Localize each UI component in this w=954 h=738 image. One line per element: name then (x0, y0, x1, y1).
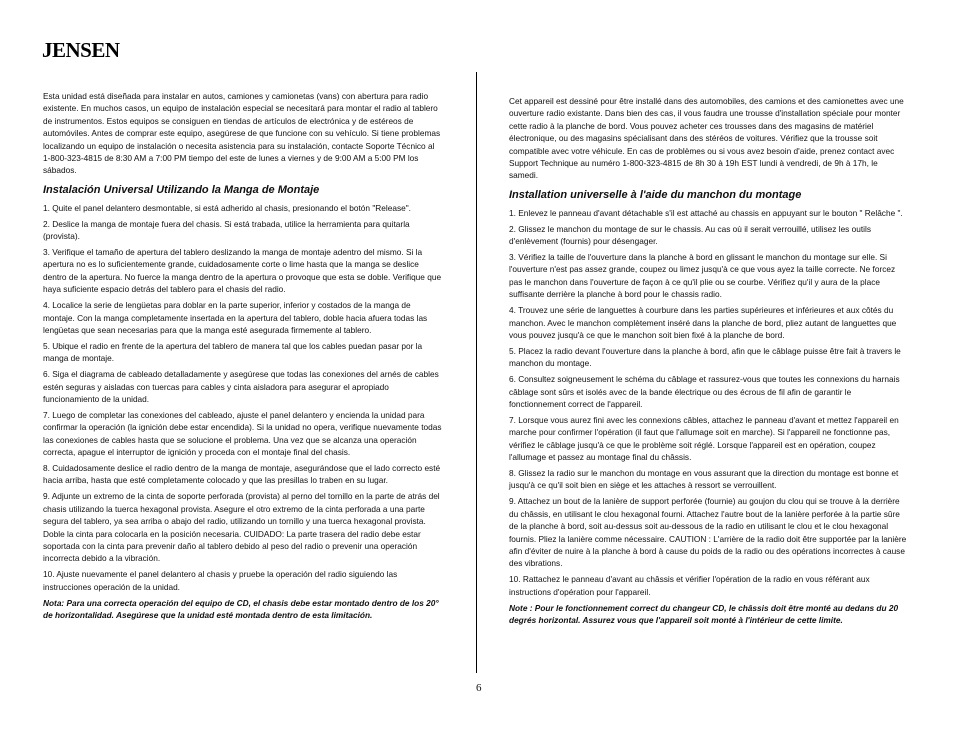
french-step: 7. Lorsque vous aurez fini avec les connexions câbles, attachez le panneau d'avant et mettez l'appareil en marche pour confirmer l'opération (il faut que l'allumage soit en marche). Si l'appareil ne fonctionne pas, vérifiez le câblage jusqu'à ce que le problème soit réglé. Lorsque l'appareil est en opération, coupez l'allumage et passez au montage final du châssis. (509, 414, 899, 463)
french-step: 10. Rattachez le panneau d'avant au châssis et vérifier l'opération de la radio en vous référant aux instructions d'opération pour l'appareil. (509, 574, 870, 597)
spanish-note: Nota: Para una correcta operación del equipo de CD, el chasis debe estar montado dentro de los 20° de horizontalidad. Asegúrese que la unidad esté montada dentro de esta limitación. (43, 597, 439, 621)
spanish-step: 6. Siga el diagrama de cableado detalladamente y asegúrese que todas las conexiones del arnés de cables estén seguras y aisladas con tuercas para cables y cinta aisladora para asegurar el apropiado funcionamiento de la unidad. (43, 369, 439, 405)
french-step: 3. Vérifiez la taille de l'ouverture dans la planche à bord en glissant le manchon du montage sur elle. Si l'ouverture n'est pas assez grande, coupez ou limez jusqu'à ce que vous ayez la taille correcte. Ne forcez pas le manchon dans l'ouverture de façon à ce qu'il plie ou se courbe. Vérifiez qu'il y aura de la place suffisante derrière la planche à bord pour le chassis radio. (509, 252, 896, 300)
spanish-step: 10. Ajuste nuevamente el panel delantero al chasis y pruebe la operación del radio siguiendo las instrucciones operación de la unidad. (43, 569, 398, 592)
spanish-step: 8. Cuidadosamente deslice el radio dentro de la manga de montaje, asegurándose que el lado correcto esté hacia arriba, hasta que esté completamente colocado y que las presillas lo traben en su lugar. (43, 463, 441, 486)
page-number: 6 (476, 682, 482, 694)
column-divider (476, 72, 477, 673)
french-step: 1. Enlevez le panneau d'avant détachable s'il est attaché au chassis en appuyant sur le bouton " Relâche ". (509, 207, 903, 218)
spanish-step: 3. Verifique el tamaño de apertura del tablero deslizando la manga de montaje adentro del mismo. Si la apertura no es lo suficientemente grande, cuidadosamente corte o lime hasta que la manga se deslice dentro de la apertura. No fuerce la manga dentro de la apertura o provoque que esta se doble. Verifique que haya suficiente espacio detrás del tablero para el chasis del radio. (43, 247, 442, 295)
french-step: 9. Attachez un bout de la lanière de support perforée (fournie) au goujon du clou qui se trouve à la derrière du châssis, en utilisant le clou hexagonal fourni. Attachez l'autre bout de la lanière perforée à la partie sûre de la planche à bord, soit au-dessus soit au-dessous de la radio en utilisant le clou et le clou hexagonal fournis. Pliez la lanière comme nécessaire. CAUTION : L'arrière de la radio doit être supportée par la lanière afin d'éviter de nuire à la planche à bord à cause du poids de la radio ou des opérations incorrectes à cause des vibrations. (509, 496, 907, 569)
french-note: Note : Pour le fonctionnement correct du changeur CD, le châssis doit être monté au dedans du 20 degrés horizontal. Assurez vous que l'appareil soit monté à l'intérieur de cette limite. (509, 602, 899, 626)
spanish-intro: Esta unidad está diseñada para instalar en autos, camiones y camionetas (vans) con abertura para radio existente. En muchos casos, un equipo de instalación especial se necesitará para montar el radio al tablero de instrumentos. Estos equipos se consiguen en tiendas de artículos de electrónica y de estéreos de automóviles. Antes de comprar este equipo, asegúrese de que funcione con su vehículo. Si tiene problemas localizando un equipo de instalación o necesita asistencia para su instalación, contacte Soporte Técnico al 1-800-323-4815 de 8:30 AM a 7:00 PM tiempo del este de lunes a viernes y de 9:00 AM a 5:00 PM los sábados. (43, 91, 441, 176)
spanish-step: 5. Ubique el radio en frente de la apertura del tablero de manera tal que los cables puedan pasar por la manga de montaje. (43, 340, 423, 364)
french-column (509, 95, 909, 626)
spanish-steps (43, 202, 443, 593)
jensen-logo: JENSEN (42, 38, 120, 62)
spanish-step: 2. Deslice la manga de montaje fuera del chasis. Si está trabada, utilice la herramienta para quitarla (provista). (43, 218, 410, 242)
french-heading: Installation universelle à l'aide du manchon du montage (509, 188, 802, 201)
spanish-heading: Instalación Universal Utilizando la Manga de Montaje (43, 183, 320, 196)
spanish-column (43, 90, 443, 621)
french-step: 4. Trouvez une série de languettes à courbure dans les parties supérieures et inférieures et aux côtés du manchon. Avec le manchon complètement inséré dans la planche de bord, pliez autant de languettes que vous pouvez jusqu'à ce que le manchon soit bien fixé à la planche de bord. (509, 305, 897, 340)
french-step: 2. Glissez le manchon du montage de sur le chassis. Au cas où il serait verrouillé, utilisez les outils d'enlèvement (fournis) pour désengager. (509, 223, 872, 247)
french-step: 5. Placez la radio devant l'ouverture dans la planche à bord, afin que le câblage puisse être fait à travers le manchon du montage. (509, 345, 901, 369)
french-intro: Cet appareil est dessiné pour être installé dans des automobiles, des camions et des camionettes avec une ouverture radio existante. Dans bien des cas, il vous faudra une trousse d'installation spéciale pour monter cette radio à la planche de bord. Vous pouvez acheter ces trousses dans des magasins de matériel électronique, ou des magasins spécialisant dans des stéréos de voitures. Vérifiez que la trousse soit compatible avec votre véhicule. En cas de problèmes ou si vous avez besoin d'aide, prenez contact avec Support Technique au numéro 1-800-323-4815 de 8h 30 à 19h EST lundi à vendredi, de 9h à 17h, le samedi. (509, 96, 904, 181)
spanish-step: 4. Localice la serie de lengüetas para doblar en la parte superior, inferior y costados de la manga de montaje. Con la manga completamente insertada en la apertura del tablero, doble hacia afuera todas las lengüetas que sean necesarias para que la manga esté asegurada firmemente al tablero. (43, 300, 428, 335)
spanish-step: 7. Luego de completar las conexiones del cableado, ajuste el panel delantero y encienda la unidad para confirmar la operación (la ignición debe estar encendida). Si la unidad no opera, verifique nuevamente todas las conexiones de cables hasta que se solucione el problema. Una vez que se alcanza una operación correcta, apague el interruptor de ignición y proceda con el montaje final del chasis. (43, 409, 442, 458)
french-steps (509, 207, 909, 598)
french-step: 8. Glissez la radio sur le manchon du montage en vous assurant que la direction du montage est bonne et jusqu'à ce qu'il soit bien en siège et les attaches à ressort se verrouillent. (509, 468, 899, 491)
french-step: 6. Consultez soigneusement le schéma du câblage et rassurez-vous que toutes les connexions du harnais câblage sont sûrs et isolés avec de la bande électrique ou des écrous de fil afin de garantir le fonctionnement correct de l'appareil. (509, 374, 900, 410)
spanish-step: 1. Quite el panel delantero desmontable, si está adherido al chasis, presionando el botón "Release". (43, 202, 411, 213)
spanish-step: 9. Adjunte un extremo de la cinta de soporte perforada (provista) al perno del tornillo en la parte de atrás del chasis utilizando la tuerca hexagonal provista. Asegure el otro extremo de la cinta perforada a una parte segura del tablero, ya sea arriba o abajo del radio, utilizando un tornillo y una tuerca hexagonal provista. Doble la cinta para colocarla en la posición necesaria. CUIDADO: La parte trasera del radio debe estar soportada con la cinta para prevenir daño al tablero debido al peso del radio o prevenir una operación incorrecta debido a la vibración. (43, 491, 440, 564)
